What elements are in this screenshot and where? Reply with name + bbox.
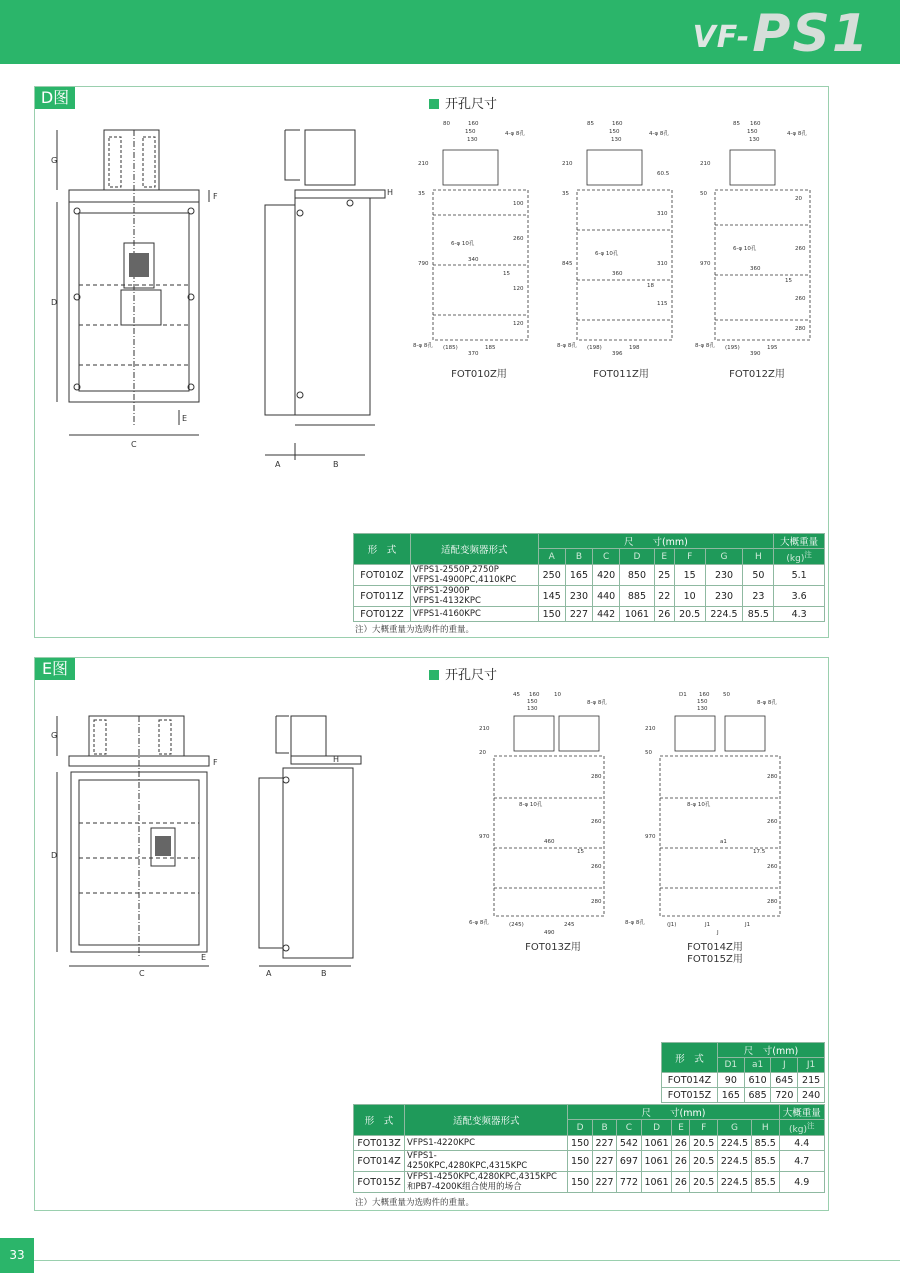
svg-text:60.5: 60.5 — [657, 171, 670, 177]
svg-text:970: 970 — [479, 834, 490, 840]
table-row: FOT015Z 165 685 720 240 — [662, 1088, 825, 1103]
section-d-spec-table: 形 式 适配变频器形式 尺 寸(mm) 大概重量 A B C D E F G H (kg)$^注$ FOT010Z VFPS1-2550P,2750P VFPS1-4900PC,4110KPC 250 165 420 850 25 15 230 50 5.1 FOT011Z VFPS1-2900P VFPS1-4132KPC 145 230 440 885 22 10 230 23 3.6 FOT012Z VFPS1-4160KPC 150 227 442 1061 26 20.5 224.5 85.5 4.3 — [353, 533, 825, 622]
svg-text:280: 280 — [795, 326, 806, 332]
svg-text:6-φ 8孔: 6-φ 8孔 — [469, 920, 489, 926]
svg-text:210: 210 — [479, 726, 490, 732]
dim-d: D — [51, 298, 58, 307]
svg-text:15: 15 — [577, 849, 584, 855]
footer-line — [34, 1260, 900, 1261]
svg-text:(198): (198) — [587, 345, 602, 351]
svg-text:310: 310 — [657, 261, 668, 267]
svg-text:198: 198 — [629, 345, 640, 351]
svg-text:130: 130 — [611, 137, 622, 143]
svg-text:280: 280 — [767, 899, 778, 905]
svg-text:F: F — [213, 758, 218, 767]
table-row: FOT010Z VFPS1-2550P,2750P VFPS1-4900PC,4110KPC 250 165 420 850 25 15 230 50 5.1 — [354, 565, 825, 586]
svg-text:396: 396 — [612, 351, 623, 355]
svg-text:18: 18 — [647, 283, 654, 289]
svg-text:D: D — [51, 851, 58, 860]
svg-text:260: 260 — [513, 236, 524, 242]
logo-main: PS1 — [752, 4, 870, 64]
svg-text:390: 390 — [750, 351, 761, 355]
svg-text:35: 35 — [418, 191, 425, 197]
section-e-panel — [34, 657, 829, 1211]
svg-text:8-φ 8孔: 8-φ 8孔 — [413, 343, 433, 349]
svg-text:B: B — [321, 969, 327, 978]
caption-fot011: FOT011Z用 — [593, 369, 649, 380]
logo-prefix: VF- — [692, 20, 751, 55]
svg-text:45: 45 — [513, 692, 520, 698]
th-inverter: 适配变频器形式 — [410, 534, 538, 565]
section-e-note: 注）大概重量为选购件的重量。 — [355, 1198, 475, 1208]
svg-text:8-φ 10孔: 8-φ 10孔 — [687, 802, 711, 808]
svg-text:150: 150 — [609, 129, 620, 135]
svg-text:185: 185 — [485, 345, 496, 351]
svg-text:195: 195 — [767, 345, 778, 351]
svg-text:17.5: 17.5 — [753, 849, 766, 855]
section-e-side-view — [251, 708, 381, 978]
svg-text:260: 260 — [795, 296, 806, 302]
svg-text:260: 260 — [591, 819, 602, 825]
svg-text:160: 160 — [468, 121, 479, 127]
section-e-tag: E图 — [35, 658, 75, 680]
svg-text:115: 115 — [657, 301, 668, 307]
svg-text:50: 50 — [723, 692, 730, 698]
section-d-tag: D图 — [35, 87, 75, 109]
table-row: FOT011Z VFPS1-2900P VFPS1-4132KPC 145 230 440 885 22 10 230 23 3.6 — [354, 586, 825, 607]
section-e-spec-table: 形 式 适配变频器形式 尺 寸(mm) 大概重量 D B C D E F G H (kg)$^注$ FOT013Z VFPS1-4220KPC 150 227 542 1061 26 20.5 224.5 85.5 4.4 FOT014Z VFPS1- 4250KPC,4280KPC,4315KPC 150 227 697 1061 26 20.5 224.5 85.5 4.7 FOT015Z VFPS1-4250KPC,4280KPC,4315KPC 和PB7-4200K组合使用的场合 150 227 772 1061 26 20.5 224.5 85.5 4.9 — [353, 1104, 825, 1193]
table-row: FOT014Z 90 610 645 215 — [662, 1073, 825, 1088]
svg-text:8-φ 8孔: 8-φ 8孔 — [695, 343, 715, 349]
section-d-cutout-fot011 — [557, 115, 677, 355]
svg-text:970: 970 — [700, 261, 711, 267]
svg-text:150: 150 — [465, 129, 476, 135]
svg-text:8-φ 8孔: 8-φ 8孔 — [557, 343, 577, 349]
product-logo — [692, 4, 870, 64]
svg-text:130: 130 — [467, 137, 478, 143]
svg-text:C: C — [139, 969, 145, 978]
svg-text:85: 85 — [733, 121, 740, 127]
svg-text:160: 160 — [699, 692, 710, 698]
svg-text:210: 210 — [700, 161, 711, 167]
svg-text:210: 210 — [418, 161, 429, 167]
svg-text:360: 360 — [750, 266, 761, 272]
svg-text:340: 340 — [468, 257, 479, 263]
svg-text:85: 85 — [587, 121, 594, 127]
dim-e: E — [182, 414, 188, 423]
dim-b: B — [333, 460, 339, 469]
svg-text:8-φ 8孔: 8-φ 8孔 — [625, 920, 645, 926]
svg-text:J1: J1 — [745, 922, 751, 928]
svg-text:6-φ 10孔: 6-φ 10孔 — [733, 246, 757, 252]
svg-text:210: 210 — [562, 161, 573, 167]
svg-text:100: 100 — [513, 201, 524, 207]
svg-text:260: 260 — [767, 864, 778, 870]
svg-text:280: 280 — [767, 774, 778, 780]
svg-text:a1: a1 — [720, 839, 727, 845]
caption-fot012: FOT012Z用 — [729, 369, 785, 380]
svg-text:360: 360 — [612, 271, 623, 277]
svg-text:J1: J1 — [705, 922, 711, 928]
svg-text:15: 15 — [785, 278, 792, 284]
section-e-cutout-title: 开孔尺寸 — [429, 664, 497, 683]
svg-text:20: 20 — [795, 196, 802, 202]
section-d-panel — [34, 86, 829, 638]
svg-text:120: 120 — [513, 321, 524, 327]
caption-fot010: FOT010Z用 — [451, 369, 507, 380]
dim-f: F — [213, 192, 218, 201]
svg-text:845: 845 — [562, 261, 573, 267]
svg-text:210: 210 — [645, 726, 656, 732]
section-d-front-view — [49, 125, 229, 475]
svg-text:460: 460 — [544, 839, 555, 845]
svg-text:310: 310 — [657, 211, 668, 217]
svg-text:20: 20 — [479, 750, 486, 756]
svg-text:150: 150 — [527, 699, 538, 705]
svg-text:A: A — [266, 969, 272, 978]
th-weight: 大概重量 — [774, 534, 825, 549]
dim-g: G — [51, 156, 58, 165]
table-row: FOT012Z VFPS1-4160KPC 150 227 442 1061 26 20.5 224.5 85.5 4.3 — [354, 607, 825, 622]
svg-text:130: 130 — [749, 137, 760, 143]
svg-text:8-φ 8孔: 8-φ 8孔 — [757, 700, 777, 706]
section-e-cutout-fot014 — [625, 688, 795, 938]
svg-text:150: 150 — [697, 699, 708, 705]
table-row: FOT015Z VFPS1-4250KPC,4280KPC,4315KPC 和PB7-4200K组合使用的场合 150 227 772 1061 26 20.5 224.5 85.5 4.9 — [354, 1172, 825, 1193]
svg-text:J: J — [717, 930, 719, 936]
dim-h: H — [387, 188, 394, 197]
svg-text:130: 130 — [527, 706, 538, 712]
svg-text:160: 160 — [750, 121, 761, 127]
svg-text:(J1): (J1) — [667, 922, 677, 928]
svg-text:120: 120 — [513, 286, 524, 292]
svg-text:790: 790 — [418, 261, 429, 267]
svg-text:50: 50 — [700, 191, 707, 197]
svg-text:245: 245 — [564, 922, 575, 928]
svg-text:8-φ 8孔: 8-φ 8孔 — [587, 700, 607, 706]
caption-fot015: FOT015Z用 — [687, 954, 743, 965]
svg-text:8-φ 10孔: 8-φ 10孔 — [519, 802, 543, 808]
svg-text:280: 280 — [591, 899, 602, 905]
caption-fot013: FOT013Z用 — [525, 942, 581, 953]
svg-text:260: 260 — [795, 246, 806, 252]
section-e-cutout-fot013 — [469, 688, 619, 938]
svg-text:6-φ 10孔: 6-φ 10孔 — [595, 251, 619, 257]
svg-text:160: 160 — [529, 692, 540, 698]
svg-text:4-φ 8孔: 4-φ 8孔 — [787, 131, 807, 137]
svg-text:H: H — [333, 755, 340, 764]
svg-text:D1: D1 — [679, 692, 687, 698]
svg-text:280: 280 — [591, 774, 602, 780]
svg-text:10: 10 — [554, 692, 561, 698]
section-e-front-view — [49, 708, 229, 978]
section-d-side-view — [255, 125, 395, 475]
svg-text:(185): (185) — [443, 345, 458, 351]
svg-text:15: 15 — [503, 271, 510, 277]
svg-text:80: 80 — [443, 121, 450, 127]
dim-a: A — [275, 460, 281, 469]
svg-text:970: 970 — [645, 834, 656, 840]
caption-fot014: FOT014Z用 — [687, 942, 743, 953]
th-model: 形 式 — [354, 534, 411, 565]
svg-text:150: 150 — [747, 129, 758, 135]
section-d-cutout-title: 开孔尺寸 — [429, 93, 497, 112]
svg-text:260: 260 — [591, 864, 602, 870]
svg-text:260: 260 — [767, 819, 778, 825]
svg-text:490: 490 — [544, 930, 555, 936]
table-row: FOT013Z VFPS1-4220KPC 150 227 542 1061 26 20.5 224.5 85.5 4.4 — [354, 1136, 825, 1151]
svg-text:50: 50 — [645, 750, 652, 756]
svg-text:4-φ 8孔: 4-φ 8孔 — [505, 131, 525, 137]
svg-text:160: 160 — [612, 121, 623, 127]
dim-c: C — [131, 440, 137, 449]
svg-text:(245): (245) — [509, 922, 524, 928]
svg-text:370: 370 — [468, 351, 479, 355]
th-size: 尺 寸(mm) — [538, 534, 774, 549]
section-d-cutout-fot012 — [695, 115, 815, 355]
header-bar — [0, 0, 900, 64]
table-row: FOT014Z VFPS1- 4250KPC,4280KPC,4315KPC 150 227 697 1061 26 20.5 224.5 85.5 4.7 — [354, 1151, 825, 1172]
svg-text:130: 130 — [697, 706, 708, 712]
svg-text:4-φ 8孔: 4-φ 8孔 — [649, 131, 669, 137]
section-d-cutout-fot010 — [413, 115, 533, 355]
svg-text:6-φ 10孔: 6-φ 10孔 — [451, 241, 475, 247]
svg-text:(195): (195) — [725, 345, 740, 351]
section-e-small-table: 形 式 尺 寸(mm) D1 a1 J J1 FOT014Z 90 610 645 215 FOT015Z 165 685 720 240 — [661, 1042, 825, 1103]
svg-text:G: G — [51, 731, 58, 740]
section-d-note: 注）大概重量为选购件的重量。 — [355, 625, 475, 635]
page-number: 33 — [0, 1238, 34, 1273]
svg-text:35: 35 — [562, 191, 569, 197]
svg-text:E: E — [201, 953, 207, 962]
